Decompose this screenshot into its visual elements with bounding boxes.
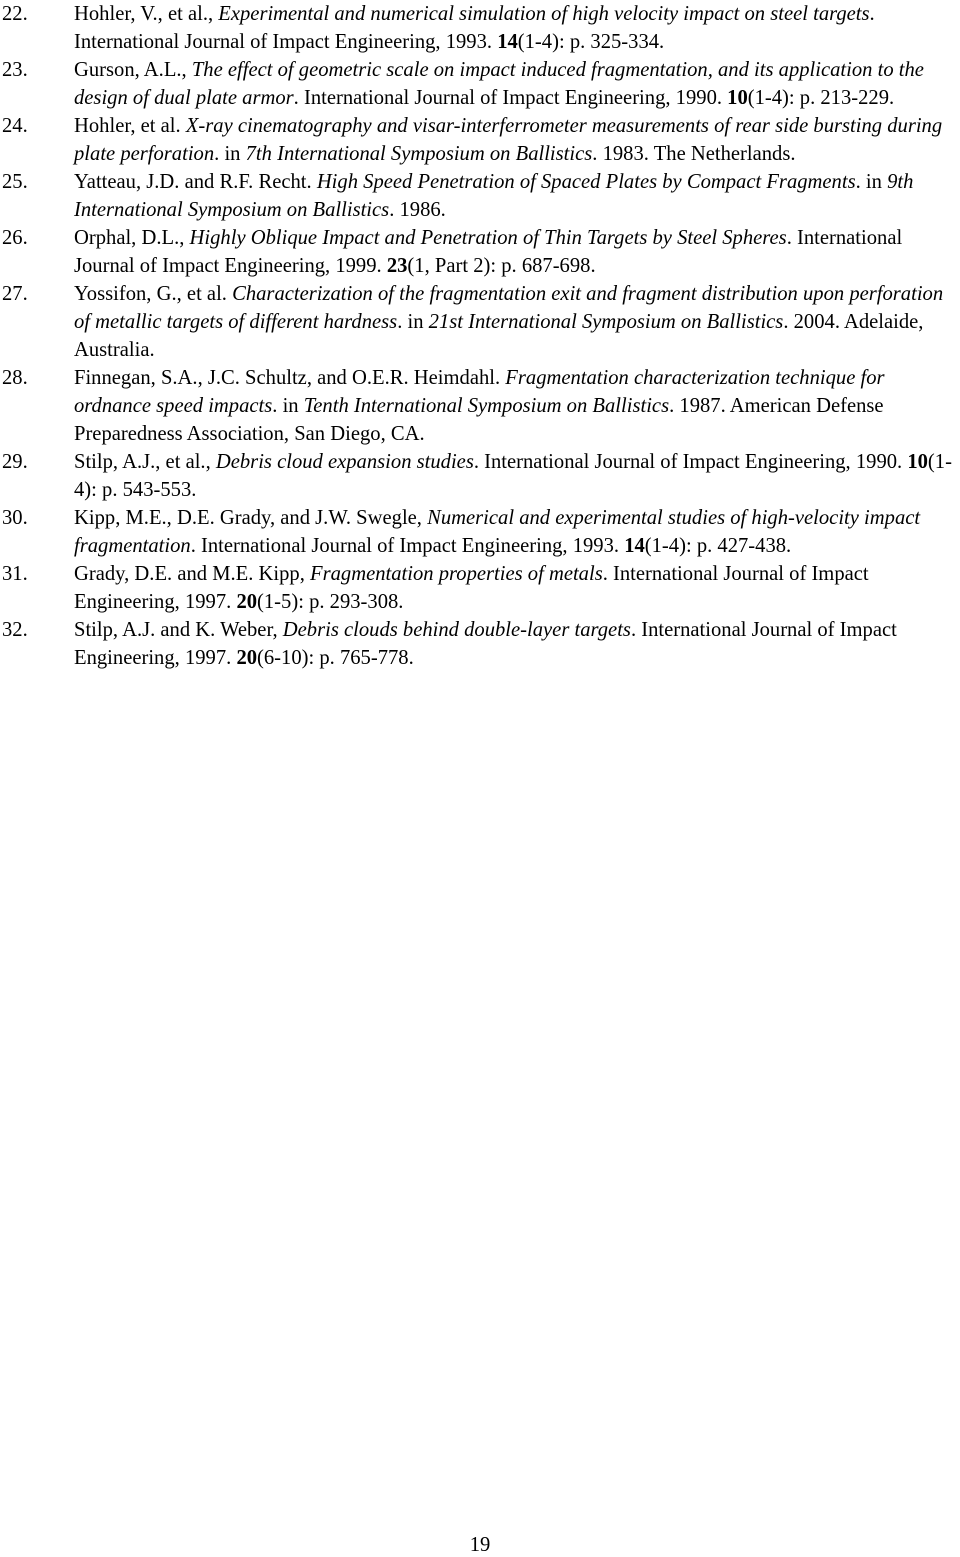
- reference-entry: [0, 224, 960, 280]
- reference-text: . in: [272, 395, 304, 417]
- reference-text: . in: [855, 171, 888, 193]
- reference-text: (1-5): p. 293-308.: [257, 591, 404, 613]
- reference-number: 29.: [2, 451, 28, 473]
- reference-text: Orphal, D.L.,: [74, 227, 190, 249]
- reference-entry: [0, 280, 960, 364]
- reference-entry: [0, 112, 960, 168]
- reference-title: 9th International Symposium on Ballistics: [74, 171, 914, 221]
- reference-title: Tenth International Symposium on Ballistics: [303, 395, 670, 417]
- reference-volume: 20: [236, 591, 258, 613]
- reference-title: Characterization of the fragmentation exit and fragment distribution upon perforation of metallic targets of different hardness: [74, 283, 944, 333]
- reference-entry: [0, 364, 960, 448]
- reference-text: . 1987. American Defense Preparedness Association, San Diego, CA.: [74, 395, 884, 445]
- reference-text: . in: [397, 311, 429, 333]
- reference-number: 24.: [2, 115, 28, 137]
- reference-text: Stilp, A.J., et al.,: [74, 451, 216, 473]
- reference-text: . 1986.: [389, 199, 446, 221]
- reference-text: Yossifon, G., et al.: [74, 283, 233, 305]
- reference-entry: [0, 504, 960, 560]
- reference-number: 32.: [2, 619, 28, 641]
- reference-title: Fragmentation characterization technique for ordnance speed impacts: [74, 367, 885, 417]
- reference-title: The effect of geometric scale on impact induced fragmentation, and its application to the design of dual plate armor: [74, 59, 924, 109]
- reference-title: Numerical and experimental studies of high-velocity impact fragmentation: [74, 507, 921, 557]
- reference-title: Fragmentation properties of metals: [310, 563, 603, 585]
- reference-title: X-ray cinematography and visar-interferrometer measurements of rear side bursting during plate perforation: [74, 115, 943, 165]
- reference-text: (1-4): p. 325-334.: [517, 31, 665, 53]
- reference-volume: 10: [907, 451, 928, 473]
- reference-number: 22.: [2, 3, 28, 25]
- reference-number: 27.: [2, 283, 28, 305]
- reference-text: . 1983. The Netherlands.: [592, 143, 796, 165]
- reference-entry: [0, 448, 960, 504]
- reference-volume: 23: [386, 255, 408, 277]
- reference-entry: [0, 168, 960, 224]
- reference-text: . International Journal of Impact Engineering, 1993.: [74, 3, 875, 53]
- reference-text: Kipp, M.E., D.E. Grady, and J.W. Swegle,: [74, 507, 428, 529]
- reference-volume: 14: [497, 31, 518, 53]
- reference-volume: 14: [624, 535, 645, 557]
- reference-text: . 2004. Adelaide, Australia.: [74, 311, 924, 361]
- reference-text: . International Journal of Impact Engineering, 1997.: [74, 563, 869, 613]
- reference-title: Debris cloud expansion studies: [215, 451, 474, 473]
- reference-title: High Speed Penetration of Spaced Plates by Compact Fragments: [316, 171, 856, 193]
- reference-title: Debris clouds behind double-layer targets: [282, 619, 631, 641]
- reference-text: . International Journal of Impact Engineering, 1997.: [74, 619, 897, 669]
- reference-text: Finnegan, S.A., J.C. Schultz, and O.E.R. Heimdahl.: [74, 367, 506, 389]
- reference-volume: 10: [727, 87, 748, 109]
- reference-number: 25.: [2, 171, 28, 193]
- reference-number: 28.: [2, 367, 28, 389]
- reference-text: Hohler, et al.: [74, 115, 186, 137]
- reference-title: Experimental and numerical simulation of high velocity impact on steel targets: [218, 3, 870, 25]
- reference-number: 31.: [2, 563, 28, 585]
- page-number: 19: [469, 1534, 491, 1556]
- reference-text: (1-4): p. 427-438.: [644, 535, 792, 557]
- reference-number: 30.: [2, 507, 28, 529]
- reference-entry: [0, 56, 960, 112]
- reference-text: (1-4): p. 543-553.: [74, 451, 952, 501]
- reference-number: 26.: [2, 227, 28, 249]
- reference-text: . International Journal of Impact Engineering, 1990.: [293, 87, 728, 109]
- reference-title: Highly Oblique Impact and Penetration of Thin Targets by Steel Spheres: [189, 227, 787, 249]
- reference-text: . International Journal of Impact Engineering, 1990.: [473, 451, 908, 473]
- reference-text: . International Journal of Impact Engineering, 1999.: [74, 227, 903, 277]
- reference-text: . in: [214, 143, 246, 165]
- reference-text: Grady, D.E. and M.E. Kipp,: [74, 563, 311, 585]
- reference-entry: [0, 616, 960, 672]
- reference-text: Hohler, V., et al.,: [74, 3, 219, 25]
- reference-entry: [0, 0, 960, 56]
- reference-text: (6-10): p. 765-778.: [257, 647, 414, 669]
- reference-text: Gurson, A.L.,: [74, 59, 192, 81]
- reference-entry: [0, 560, 960, 616]
- reference-text: (1, Part 2): p. 687-698.: [407, 255, 596, 277]
- reference-title: 7th International Symposium on Ballistics: [245, 143, 593, 165]
- reference-text: . International Journal of Impact Engineering, 1993.: [190, 535, 625, 557]
- reference-text: Yatteau, J.D. and R.F. Recht.: [74, 171, 317, 193]
- reference-text: Stilp, A.J. and K. Weber,: [74, 619, 283, 641]
- reference-list: [0, 0, 960, 672]
- reference-number: 23.: [2, 59, 28, 81]
- reference-title: 21st International Symposium on Ballistics: [428, 311, 784, 333]
- reference-text: (1-4): p. 213-229.: [747, 87, 895, 109]
- reference-volume: 20: [236, 647, 258, 669]
